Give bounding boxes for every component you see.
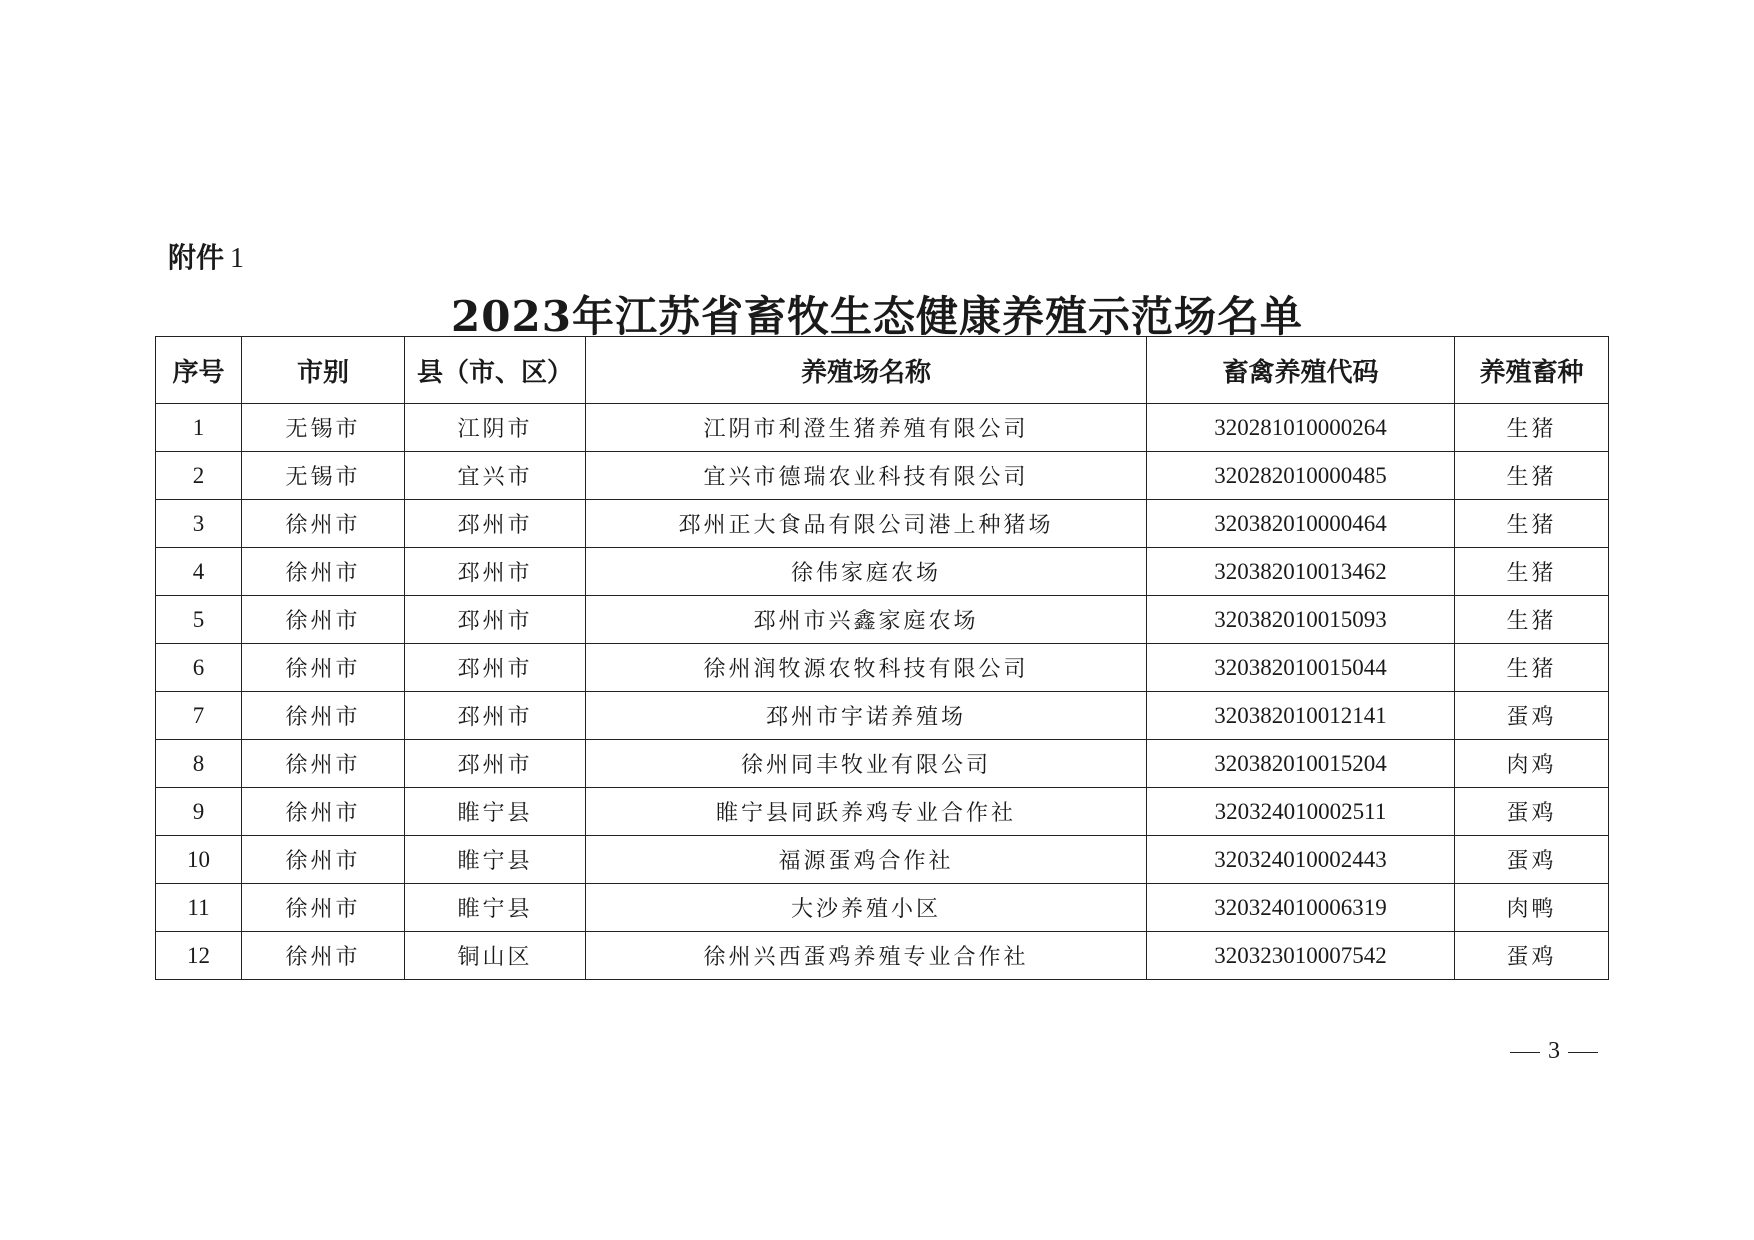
cell-farm-name: 徐州兴西蛋鸡养殖专业合作社 xyxy=(586,932,1147,980)
cell-index: 7 xyxy=(156,692,242,740)
header-city: 市别 xyxy=(242,337,405,404)
cell-farm-name: 江阴市利澄生猪养殖有限公司 xyxy=(586,404,1147,452)
cell-county: 江阴市 xyxy=(405,404,586,452)
cell-farm-code: 320323010007542 xyxy=(1147,932,1455,980)
table-row xyxy=(156,548,1609,596)
cell-farm-code: 320382010013462 xyxy=(1147,548,1455,596)
table-body xyxy=(156,404,1609,980)
table-row xyxy=(156,788,1609,836)
header-species: 养殖畜种 xyxy=(1455,337,1609,404)
cell-index: 3 xyxy=(156,500,242,548)
cell-city: 徐州市 xyxy=(242,740,405,788)
page-number-value: 3 xyxy=(1548,1038,1560,1064)
cell-city: 徐州市 xyxy=(242,548,405,596)
cell-county: 邳州市 xyxy=(405,596,586,644)
cell-farm-code: 320382010015204 xyxy=(1147,740,1455,788)
cell-farm-code: 320281010000264 xyxy=(1147,404,1455,452)
cell-species: 生猪 xyxy=(1455,548,1609,596)
header-county: 县（市、区） xyxy=(405,337,586,404)
cell-index: 4 xyxy=(156,548,242,596)
cell-index: 6 xyxy=(156,644,242,692)
cell-county: 邳州市 xyxy=(405,644,586,692)
cell-species: 蛋鸡 xyxy=(1455,836,1609,884)
farm-list-table xyxy=(155,336,1609,980)
attachment-number: 1 xyxy=(230,243,245,274)
table-row xyxy=(156,932,1609,980)
cell-farm-name: 睢宁县同跃养鸡专业合作社 xyxy=(586,788,1147,836)
cell-city: 徐州市 xyxy=(242,644,405,692)
cell-county: 睢宁县 xyxy=(405,836,586,884)
table-row xyxy=(156,500,1609,548)
cell-species: 生猪 xyxy=(1455,404,1609,452)
cell-county: 邳州市 xyxy=(405,692,586,740)
cell-species: 蛋鸡 xyxy=(1455,692,1609,740)
table-row xyxy=(156,596,1609,644)
cell-index: 1 xyxy=(156,404,242,452)
cell-city: 徐州市 xyxy=(242,788,405,836)
cell-species: 蛋鸡 xyxy=(1455,932,1609,980)
cell-city: 无锡市 xyxy=(242,452,405,500)
cell-species: 蛋鸡 xyxy=(1455,788,1609,836)
cell-farm-name: 邳州正大食品有限公司港上种猪场 xyxy=(586,500,1147,548)
cell-farm-name: 福源蛋鸡合作社 xyxy=(586,836,1147,884)
header-farm-name: 养殖场名称 xyxy=(586,337,1147,404)
cell-city: 无锡市 xyxy=(242,404,405,452)
attachment-label xyxy=(168,236,244,276)
cell-species: 肉鸡 xyxy=(1455,740,1609,788)
cell-city: 徐州市 xyxy=(242,836,405,884)
header-index: 序号 xyxy=(156,337,242,404)
cell-farm-code: 320382010015093 xyxy=(1147,596,1455,644)
cell-county: 睢宁县 xyxy=(405,884,586,932)
cell-county: 睢宁县 xyxy=(405,788,586,836)
cell-index: 10 xyxy=(156,836,242,884)
cell-city: 徐州市 xyxy=(242,692,405,740)
cell-farm-name: 邳州市宇诺养殖场 xyxy=(586,692,1147,740)
cell-city: 徐州市 xyxy=(242,884,405,932)
table-row xyxy=(156,692,1609,740)
cell-county: 铜山区 xyxy=(405,932,586,980)
attachment-text: 附件 xyxy=(168,241,225,274)
cell-farm-code: 320282010000485 xyxy=(1147,452,1455,500)
page-number-dash-right xyxy=(1568,1052,1598,1053)
cell-county: 宜兴市 xyxy=(405,452,586,500)
cell-farm-name: 大沙养殖小区 xyxy=(586,884,1147,932)
cell-farm-name: 宜兴市德瑞农业科技有限公司 xyxy=(586,452,1147,500)
cell-index: 12 xyxy=(156,932,242,980)
page-number-dash-left xyxy=(1510,1052,1540,1053)
table-row xyxy=(156,404,1609,452)
cell-farm-code: 320382010015044 xyxy=(1147,644,1455,692)
cell-city: 徐州市 xyxy=(242,932,405,980)
cell-county: 邳州市 xyxy=(405,740,586,788)
cell-county: 邳州市 xyxy=(405,548,586,596)
cell-species: 生猪 xyxy=(1455,452,1609,500)
cell-farm-name: 徐州润牧源农牧科技有限公司 xyxy=(586,644,1147,692)
cell-farm-code: 320324010002511 xyxy=(1147,788,1455,836)
cell-farm-code: 320382010000464 xyxy=(1147,500,1455,548)
table-row xyxy=(156,836,1609,884)
cell-index: 8 xyxy=(156,740,242,788)
cell-farm-name: 邳州市兴鑫家庭农场 xyxy=(586,596,1147,644)
cell-county: 邳州市 xyxy=(405,500,586,548)
cell-index: 9 xyxy=(156,788,242,836)
table-row xyxy=(156,452,1609,500)
cell-species: 生猪 xyxy=(1455,500,1609,548)
table-row xyxy=(156,884,1609,932)
table-row xyxy=(156,644,1609,692)
cell-farm-code: 320324010006319 xyxy=(1147,884,1455,932)
cell-species: 肉鸭 xyxy=(1455,884,1609,932)
table-header-row xyxy=(156,337,1609,404)
cell-species: 生猪 xyxy=(1455,596,1609,644)
document-title: 2023年江苏省畜牧生态健康养殖示范场名单 xyxy=(451,292,1303,341)
cell-index: 5 xyxy=(156,596,242,644)
cell-index: 11 xyxy=(156,884,242,932)
cell-city: 徐州市 xyxy=(242,596,405,644)
cell-farm-code: 320324010002443 xyxy=(1147,836,1455,884)
cell-farm-code: 320382010012141 xyxy=(1147,692,1455,740)
cell-index: 2 xyxy=(156,452,242,500)
table-row xyxy=(156,740,1609,788)
cell-city: 徐州市 xyxy=(242,500,405,548)
page-number xyxy=(1510,1038,1598,1065)
cell-farm-name: 徐州同丰牧业有限公司 xyxy=(586,740,1147,788)
cell-farm-name: 徐伟家庭农场 xyxy=(586,548,1147,596)
cell-species: 生猪 xyxy=(1455,644,1609,692)
header-farm-code: 畜禽养殖代码 xyxy=(1147,337,1455,404)
